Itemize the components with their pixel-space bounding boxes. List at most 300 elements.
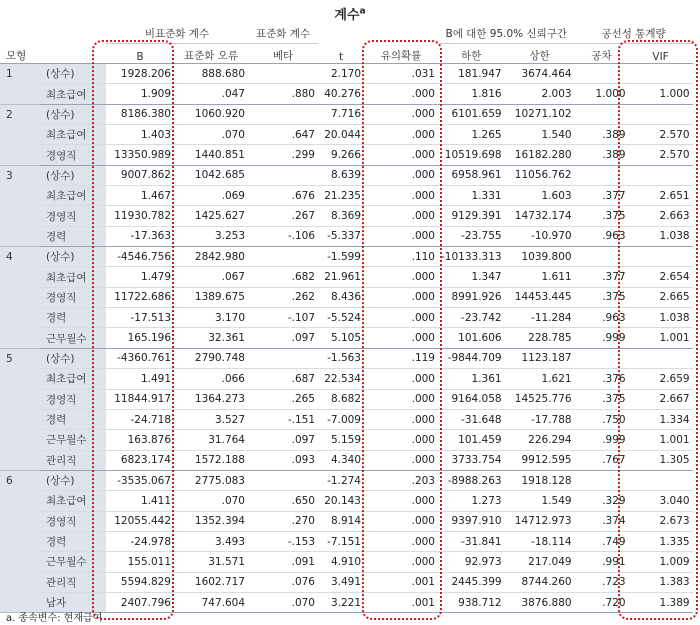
cell-b: 165.196 bbox=[106, 328, 174, 348]
cell-se: 888.680 bbox=[174, 64, 248, 84]
header-row-columns bbox=[0, 44, 693, 64]
cell-se: .070 bbox=[174, 491, 248, 511]
cell-beta: .093 bbox=[248, 450, 318, 470]
model-number bbox=[0, 206, 40, 226]
cell-beta: .265 bbox=[248, 389, 318, 409]
cell-upper: 14732.174 bbox=[505, 206, 575, 226]
cell-vif: 2.663 bbox=[629, 206, 693, 226]
cell-se: 31.764 bbox=[174, 430, 248, 450]
cell-vif: 1.000 bbox=[629, 84, 693, 104]
cell-beta: -.106 bbox=[248, 226, 318, 246]
variable-name: (상수) bbox=[40, 470, 106, 490]
cell-upper: 1.621 bbox=[505, 369, 575, 389]
variable-name: 최초급여 bbox=[40, 267, 106, 287]
cell-se: 3.493 bbox=[174, 531, 248, 551]
header-lower-bound: 하한 bbox=[438, 44, 505, 64]
cell-lower: 9129.391 bbox=[438, 206, 505, 226]
cell-t: 8.914 bbox=[318, 511, 364, 531]
cell-sig: .000 bbox=[364, 165, 438, 185]
model-number bbox=[0, 389, 40, 409]
cell-se: .070 bbox=[174, 125, 248, 145]
model-number bbox=[0, 450, 40, 470]
cell-tol: 1.000 bbox=[575, 84, 629, 104]
cell-lower: 9164.058 bbox=[438, 389, 505, 409]
cell-vif: 1.334 bbox=[629, 409, 693, 429]
cell-se: .067 bbox=[174, 267, 248, 287]
cell-se: 32.361 bbox=[174, 328, 248, 348]
cell-t: 5.105 bbox=[318, 328, 364, 348]
cell-b: -17.363 bbox=[106, 226, 174, 246]
cell-upper: 3876.880 bbox=[505, 592, 575, 612]
cell-beta bbox=[248, 348, 318, 368]
cell-tol: .375 bbox=[575, 287, 629, 307]
cell-b: -24.718 bbox=[106, 409, 174, 429]
cell-b: 1928.206 bbox=[106, 64, 174, 84]
cell-sig: .000 bbox=[364, 186, 438, 206]
cell-upper: 3674.464 bbox=[505, 64, 575, 84]
cell-sig: .000 bbox=[364, 125, 438, 145]
cell-tol: .375 bbox=[575, 206, 629, 226]
cell-lower: 1.265 bbox=[438, 125, 505, 145]
cell-vif: 1.009 bbox=[629, 552, 693, 572]
header-model: 모형 bbox=[0, 44, 106, 64]
header-t: t bbox=[318, 44, 364, 64]
variable-name: 최초급여 bbox=[40, 186, 106, 206]
model-number bbox=[0, 369, 40, 389]
variable-name: 최초급여 bbox=[40, 491, 106, 511]
table-row bbox=[0, 287, 693, 307]
model-number bbox=[0, 186, 40, 206]
cell-upper: -11.284 bbox=[505, 308, 575, 328]
cell-upper: 14525.776 bbox=[505, 389, 575, 409]
cell-lower: 8991.926 bbox=[438, 287, 505, 307]
cell-tol: .723 bbox=[575, 572, 629, 592]
cell-t: -5.337 bbox=[318, 226, 364, 246]
cell-upper: 217.049 bbox=[505, 552, 575, 572]
model-number bbox=[0, 84, 40, 104]
cell-b: 6823.174 bbox=[106, 450, 174, 470]
cell-lower: 101.459 bbox=[438, 430, 505, 450]
cell-sig: .000 bbox=[364, 369, 438, 389]
cell-upper: 1.603 bbox=[505, 186, 575, 206]
variable-name: 최초급여 bbox=[40, 84, 106, 104]
variable-name: (상수) bbox=[40, 247, 106, 267]
cell-vif: 1.001 bbox=[629, 430, 693, 450]
model-number: 4 bbox=[0, 247, 40, 267]
cell-vif: 1.038 bbox=[629, 308, 693, 328]
cell-t: 8.682 bbox=[318, 389, 364, 409]
header-beta: 베타 bbox=[248, 44, 318, 64]
cell-sig: .000 bbox=[364, 308, 438, 328]
cell-lower: 10519.698 bbox=[438, 145, 505, 165]
model-number bbox=[0, 125, 40, 145]
table-row bbox=[0, 84, 693, 104]
cell-tol: .999 bbox=[575, 430, 629, 450]
model-number bbox=[0, 145, 40, 165]
cell-b: 1.403 bbox=[106, 125, 174, 145]
cell-t: 40.276 bbox=[318, 84, 364, 104]
header-tolerance: 공차 bbox=[575, 44, 629, 64]
cell-lower: 1.331 bbox=[438, 186, 505, 206]
cell-sig: .031 bbox=[364, 64, 438, 84]
header-row-groups bbox=[0, 24, 693, 44]
cell-lower: 92.973 bbox=[438, 552, 505, 572]
cell-upper: 14453.445 bbox=[505, 287, 575, 307]
header-std-error: 표준화 오류 bbox=[174, 44, 248, 64]
cell-sig: .110 bbox=[364, 247, 438, 267]
variable-name: 관리직 bbox=[40, 450, 106, 470]
cell-vif bbox=[629, 348, 693, 368]
cell-se: 1425.627 bbox=[174, 206, 248, 226]
table-row bbox=[0, 531, 693, 551]
model-number bbox=[0, 430, 40, 450]
cell-tol bbox=[575, 348, 629, 368]
cell-vif: 1.383 bbox=[629, 572, 693, 592]
cell-b: 2407.796 bbox=[106, 592, 174, 612]
cell-se: 1364.273 bbox=[174, 389, 248, 409]
cell-b: 9007.862 bbox=[106, 165, 174, 185]
table-row bbox=[0, 206, 693, 226]
cell-vif: 2.654 bbox=[629, 267, 693, 287]
cell-sig: .000 bbox=[364, 409, 438, 429]
cell-tol bbox=[575, 470, 629, 490]
table-row bbox=[0, 186, 693, 206]
cell-tol: .377 bbox=[575, 267, 629, 287]
cell-se: 2775.083 bbox=[174, 470, 248, 490]
cell-tol: .374 bbox=[575, 511, 629, 531]
cell-upper: 1039.800 bbox=[505, 247, 575, 267]
cell-tol bbox=[575, 104, 629, 124]
table-row bbox=[0, 552, 693, 572]
cell-lower: -8988.263 bbox=[438, 470, 505, 490]
variable-name: 관리직 bbox=[40, 572, 106, 592]
cell-sig: .119 bbox=[364, 348, 438, 368]
variable-name: 최초급여 bbox=[40, 369, 106, 389]
cell-se: 3.170 bbox=[174, 308, 248, 328]
cell-lower: 1.816 bbox=[438, 84, 505, 104]
cell-t: 21.961 bbox=[318, 267, 364, 287]
cell-lower: 181.947 bbox=[438, 64, 505, 84]
cell-b: -4360.761 bbox=[106, 348, 174, 368]
cell-t: 4.910 bbox=[318, 552, 364, 572]
cell-tol bbox=[575, 64, 629, 84]
cell-vif: 1.038 bbox=[629, 226, 693, 246]
cell-se: 1060.920 bbox=[174, 104, 248, 124]
table-title bbox=[0, 4, 700, 23]
model-number bbox=[0, 328, 40, 348]
cell-lower: -23.742 bbox=[438, 308, 505, 328]
cell-lower: 101.606 bbox=[438, 328, 505, 348]
cell-sig: .000 bbox=[364, 430, 438, 450]
cell-b: 11844.917 bbox=[106, 389, 174, 409]
variable-name: 경력 bbox=[40, 409, 106, 429]
cell-tol: .375 bbox=[575, 389, 629, 409]
cell-sig: .001 bbox=[364, 572, 438, 592]
cell-beta: .676 bbox=[248, 186, 318, 206]
cell-sig: .000 bbox=[364, 552, 438, 572]
footnote: a. 종속변수: 현재급여 bbox=[6, 613, 103, 624]
cell-beta: -.153 bbox=[248, 531, 318, 551]
cell-tol: .389 bbox=[575, 145, 629, 165]
table-row bbox=[0, 450, 693, 470]
cell-t: 4.340 bbox=[318, 450, 364, 470]
cell-upper: 16182.280 bbox=[505, 145, 575, 165]
cell-se: 1440.851 bbox=[174, 145, 248, 165]
cell-vif: 2.570 bbox=[629, 145, 693, 165]
model-number bbox=[0, 572, 40, 592]
cell-upper: 1123.187 bbox=[505, 348, 575, 368]
cell-vif bbox=[629, 470, 693, 490]
cell-lower: 1.273 bbox=[438, 491, 505, 511]
cell-t: 9.266 bbox=[318, 145, 364, 165]
cell-upper: -17.788 bbox=[505, 409, 575, 429]
cell-lower: -23.755 bbox=[438, 226, 505, 246]
cell-beta: .076 bbox=[248, 572, 318, 592]
cell-tol: .999 bbox=[575, 328, 629, 348]
cell-sig: .000 bbox=[364, 84, 438, 104]
cell-upper: 10271.102 bbox=[505, 104, 575, 124]
cell-sig: .000 bbox=[364, 287, 438, 307]
cell-beta: .097 bbox=[248, 430, 318, 450]
header-b: B bbox=[106, 44, 174, 64]
cell-b: -3535.067 bbox=[106, 470, 174, 490]
cell-tol: .750 bbox=[575, 409, 629, 429]
cell-beta: -.151 bbox=[248, 409, 318, 429]
cell-beta bbox=[248, 104, 318, 124]
cell-beta: .880 bbox=[248, 84, 318, 104]
header-collinearity: 공선성 통계량 bbox=[575, 24, 693, 44]
cell-vif: 2.651 bbox=[629, 186, 693, 206]
variable-name: 최초급여 bbox=[40, 125, 106, 145]
table-row bbox=[0, 267, 693, 287]
model-number bbox=[0, 287, 40, 307]
cell-t: -5.524 bbox=[318, 308, 364, 328]
cell-beta: .091 bbox=[248, 552, 318, 572]
variable-name: 근무월수 bbox=[40, 328, 106, 348]
header-unstandardized: 비표준화 계수 bbox=[106, 24, 248, 44]
table-row bbox=[0, 145, 693, 165]
cell-se: 2790.748 bbox=[174, 348, 248, 368]
cell-beta: .647 bbox=[248, 125, 318, 145]
cell-upper: 1.549 bbox=[505, 491, 575, 511]
variable-name: 경영직 bbox=[40, 511, 106, 531]
cell-upper: -10.970 bbox=[505, 226, 575, 246]
cell-b: 1.467 bbox=[106, 186, 174, 206]
cell-upper: 8744.260 bbox=[505, 572, 575, 592]
cell-se: .069 bbox=[174, 186, 248, 206]
cell-sig: .001 bbox=[364, 592, 438, 612]
cell-b: 8186.380 bbox=[106, 104, 174, 124]
model-number bbox=[0, 511, 40, 531]
cell-t: 8.436 bbox=[318, 287, 364, 307]
cell-lower: 2445.399 bbox=[438, 572, 505, 592]
cell-upper: 11056.762 bbox=[505, 165, 575, 185]
cell-vif bbox=[629, 104, 693, 124]
cell-b: 13350.989 bbox=[106, 145, 174, 165]
cell-t: -1.599 bbox=[318, 247, 364, 267]
cell-sig: .000 bbox=[364, 104, 438, 124]
title-footnote-mark: a bbox=[359, 6, 366, 17]
cell-vif: 2.659 bbox=[629, 369, 693, 389]
cell-beta: -.107 bbox=[248, 308, 318, 328]
cell-vif bbox=[629, 165, 693, 185]
header-confidence-interval: B에 대한 95.0% 신뢰구간 bbox=[438, 24, 575, 44]
variable-name: (상수) bbox=[40, 348, 106, 368]
cell-lower: 3733.754 bbox=[438, 450, 505, 470]
cell-b: 155.011 bbox=[106, 552, 174, 572]
cell-lower: -9844.709 bbox=[438, 348, 505, 368]
cell-t: 3.221 bbox=[318, 592, 364, 612]
cell-lower: 9397.910 bbox=[438, 511, 505, 531]
cell-upper: 2.003 bbox=[505, 84, 575, 104]
table-row bbox=[0, 348, 693, 368]
cell-t: 7.716 bbox=[318, 104, 364, 124]
cell-se: 1572.188 bbox=[174, 450, 248, 470]
cell-tol: .720 bbox=[575, 592, 629, 612]
model-number bbox=[0, 226, 40, 246]
table-row bbox=[0, 511, 693, 531]
cell-sig: .000 bbox=[364, 206, 438, 226]
cell-beta: .687 bbox=[248, 369, 318, 389]
cell-se: 31.571 bbox=[174, 552, 248, 572]
cell-vif: 1.389 bbox=[629, 592, 693, 612]
cell-lower: 1.347 bbox=[438, 267, 505, 287]
cell-vif: 1.001 bbox=[629, 328, 693, 348]
cell-se: .066 bbox=[174, 369, 248, 389]
cell-tol: .991 bbox=[575, 552, 629, 572]
cell-tol: .963 bbox=[575, 308, 629, 328]
cell-lower: 938.712 bbox=[438, 592, 505, 612]
cell-t: -7.009 bbox=[318, 409, 364, 429]
cell-vif: 1.305 bbox=[629, 450, 693, 470]
cell-b: 163.876 bbox=[106, 430, 174, 450]
cell-beta: .267 bbox=[248, 206, 318, 226]
cell-b: 5594.829 bbox=[106, 572, 174, 592]
cell-vif: 2.570 bbox=[629, 125, 693, 145]
cell-se: 1352.394 bbox=[174, 511, 248, 531]
cell-b: 1.479 bbox=[106, 267, 174, 287]
cell-beta: .682 bbox=[248, 267, 318, 287]
cell-se: 1602.717 bbox=[174, 572, 248, 592]
table-row bbox=[0, 104, 693, 124]
variable-name: 근무월수 bbox=[40, 552, 106, 572]
cell-tol bbox=[575, 247, 629, 267]
table-row bbox=[0, 226, 693, 246]
cell-se: 747.604 bbox=[174, 592, 248, 612]
cell-t: 5.159 bbox=[318, 430, 364, 450]
cell-beta: .270 bbox=[248, 511, 318, 531]
cell-vif bbox=[629, 64, 693, 84]
cell-tol: .376 bbox=[575, 369, 629, 389]
cell-t: 8.369 bbox=[318, 206, 364, 226]
cell-vif: 2.673 bbox=[629, 511, 693, 531]
cell-t: -7.151 bbox=[318, 531, 364, 551]
cell-upper: 226.294 bbox=[505, 430, 575, 450]
cell-upper: 1.611 bbox=[505, 267, 575, 287]
cell-tol bbox=[575, 165, 629, 185]
cell-lower: 6958.961 bbox=[438, 165, 505, 185]
cell-tol: .389 bbox=[575, 125, 629, 145]
table-row bbox=[0, 328, 693, 348]
model-number bbox=[0, 531, 40, 551]
table-row bbox=[0, 592, 693, 612]
cell-b: -17.513 bbox=[106, 308, 174, 328]
table-row bbox=[0, 308, 693, 328]
cell-t: 21.235 bbox=[318, 186, 364, 206]
table-row bbox=[0, 125, 693, 145]
cell-upper: 14712.973 bbox=[505, 511, 575, 531]
cell-b: 11722.686 bbox=[106, 287, 174, 307]
table-row bbox=[0, 389, 693, 409]
cell-upper: 1918.128 bbox=[505, 470, 575, 490]
table-row bbox=[0, 165, 693, 185]
cell-b: -4546.756 bbox=[106, 247, 174, 267]
variable-name: (상수) bbox=[40, 165, 106, 185]
cell-beta: .070 bbox=[248, 592, 318, 612]
cell-b: 1.491 bbox=[106, 369, 174, 389]
title-text: 계수 bbox=[334, 8, 360, 23]
table-row bbox=[0, 64, 693, 84]
cell-se: 1042.685 bbox=[174, 165, 248, 185]
cell-sig: .203 bbox=[364, 470, 438, 490]
model-number: 2 bbox=[0, 104, 40, 124]
cell-b: 12055.442 bbox=[106, 511, 174, 531]
variable-name: 남자 bbox=[40, 592, 106, 612]
model-number bbox=[0, 552, 40, 572]
header-upper-bound: 상한 bbox=[505, 44, 575, 64]
cell-lower: -10133.313 bbox=[438, 247, 505, 267]
table-row bbox=[0, 409, 693, 429]
cell-beta bbox=[248, 165, 318, 185]
cell-tol: .767 bbox=[575, 450, 629, 470]
model-number: 3 bbox=[0, 165, 40, 185]
table-body bbox=[0, 64, 693, 613]
table-row bbox=[0, 430, 693, 450]
table-row bbox=[0, 572, 693, 592]
model-number bbox=[0, 267, 40, 287]
cell-tol: .329 bbox=[575, 491, 629, 511]
cell-b: 1.909 bbox=[106, 84, 174, 104]
cell-vif bbox=[629, 247, 693, 267]
cell-lower: -31.648 bbox=[438, 409, 505, 429]
table-row bbox=[0, 491, 693, 511]
cell-t: 3.491 bbox=[318, 572, 364, 592]
cell-tol: .963 bbox=[575, 226, 629, 246]
cell-se: 1389.675 bbox=[174, 287, 248, 307]
cell-beta: .299 bbox=[248, 145, 318, 165]
cell-b: 1.411 bbox=[106, 491, 174, 511]
cell-upper: -18.114 bbox=[505, 531, 575, 551]
cell-se: 3.253 bbox=[174, 226, 248, 246]
cell-beta: .650 bbox=[248, 491, 318, 511]
cell-b: 11930.782 bbox=[106, 206, 174, 226]
variable-name: 경영직 bbox=[40, 287, 106, 307]
cell-upper: 9912.595 bbox=[505, 450, 575, 470]
variable-name: (상수) bbox=[40, 104, 106, 124]
variable-name: 경력 bbox=[40, 531, 106, 551]
table-row bbox=[0, 369, 693, 389]
cell-vif: 3.040 bbox=[629, 491, 693, 511]
variable-name: 경영직 bbox=[40, 206, 106, 226]
cell-sig: .000 bbox=[364, 226, 438, 246]
cell-t: 2.170 bbox=[318, 64, 364, 84]
cell-b: -24.978 bbox=[106, 531, 174, 551]
cell-beta bbox=[248, 64, 318, 84]
cell-sig: .000 bbox=[364, 531, 438, 551]
cell-t: 20.044 bbox=[318, 125, 364, 145]
cell-tol: .749 bbox=[575, 531, 629, 551]
cell-beta bbox=[248, 470, 318, 490]
